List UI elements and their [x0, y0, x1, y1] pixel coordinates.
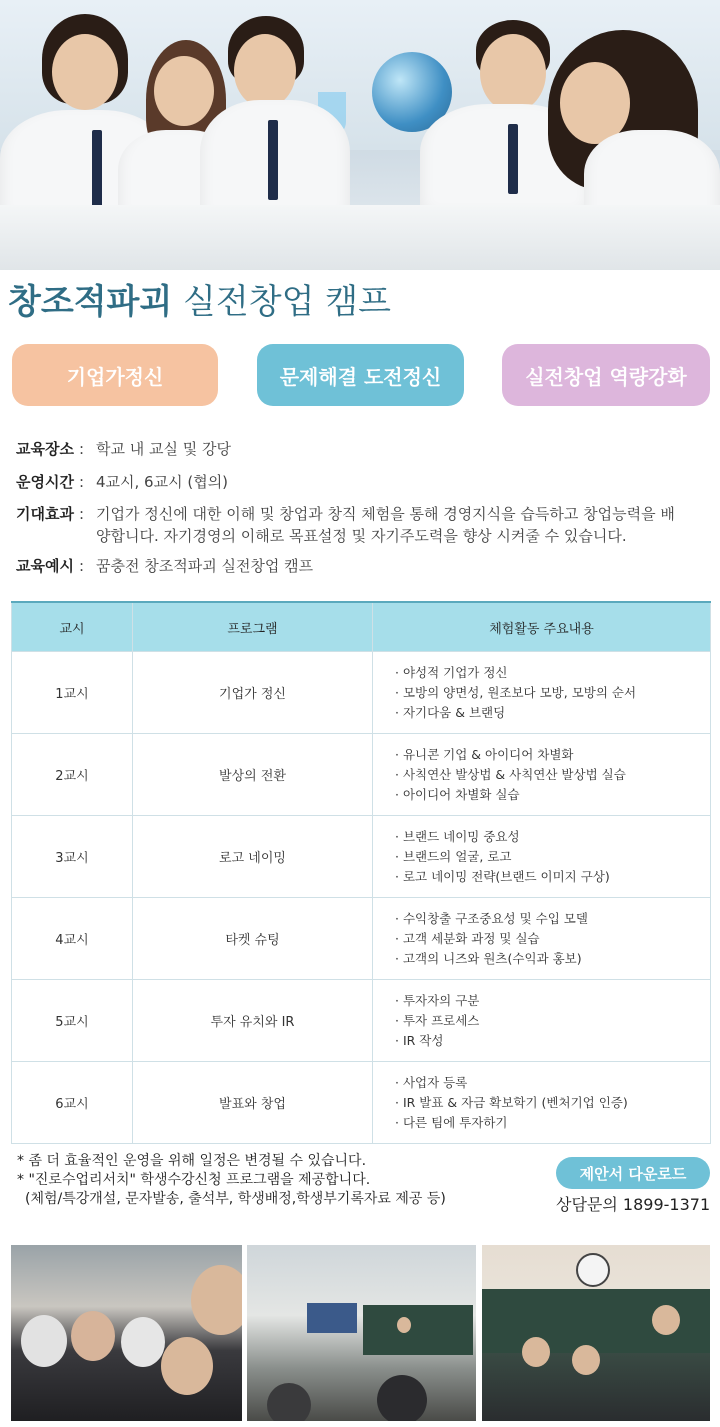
photo-board [363, 1305, 473, 1355]
page-title [8, 280, 391, 324]
photo-figure [576, 1253, 610, 1287]
pill-startup-capability: 실전창업 역량강화 [502, 344, 710, 406]
detail-item: · 고객 세분화 과정 및 실습 [395, 929, 709, 949]
cell-details [373, 1062, 711, 1144]
proposal-download-button[interactable]: 제안서 다운로드 [556, 1157, 710, 1189]
detail-item: · 투자자의 구분 [395, 991, 709, 1011]
table-row [12, 652, 711, 734]
photo-figure [572, 1345, 600, 1375]
cell-period: 4교시 [12, 898, 133, 980]
header-details: 체험활동 주요내용 [373, 602, 711, 652]
detail-item: · 투자 프로세스 [395, 1011, 709, 1031]
table-header-row [12, 602, 711, 652]
cell-period: 5교시 [12, 980, 133, 1062]
header-period: 교시 [12, 602, 133, 652]
table-row [12, 734, 711, 816]
photo-figure [21, 1315, 67, 1367]
photo-figure [377, 1375, 427, 1421]
cell-details [373, 980, 711, 1062]
cell-details [373, 652, 711, 734]
detail-item: · 브랜드 네이밍 중요성 [395, 827, 709, 847]
program-table [11, 601, 711, 1144]
class-photo-lecture [247, 1245, 476, 1421]
cell-period: 1교시 [12, 652, 133, 734]
student-head [480, 34, 546, 112]
detail-item: · 자기다움 & 브랜딩 [395, 703, 709, 723]
pill-entrepreneurship: 기업가정신 [12, 344, 218, 406]
info-colon: : [79, 505, 85, 523]
info-location [16, 438, 696, 460]
notes [17, 1152, 446, 1209]
detail-item: · 아이디어 차별화 실습 [395, 785, 709, 805]
photo-figure [71, 1311, 115, 1361]
page-title-strong: 창조적파괴 [8, 282, 173, 322]
cell-program: 발표와 창업 [133, 1062, 373, 1144]
detail-item: · 사칙연산 발상법 & 사칙연산 발상법 실습 [395, 765, 709, 785]
info-colon: : [79, 473, 85, 491]
student-tie [268, 120, 278, 200]
table-row [12, 1062, 711, 1144]
cell-program: 발상의 전환 [133, 734, 373, 816]
table-row [12, 980, 711, 1062]
cell-period: 2교시 [12, 734, 133, 816]
cell-details [373, 816, 711, 898]
info-value: 4교시, 6교시 (협의) [96, 473, 229, 491]
info-effect [16, 503, 696, 547]
class-photo-selfie [11, 1245, 242, 1421]
photo-figure [191, 1265, 242, 1335]
class-photo-presentation [482, 1245, 710, 1421]
info-colon: : [79, 440, 85, 458]
cell-period: 3교시 [12, 816, 133, 898]
student-head [234, 34, 296, 108]
detail-item: · 로고 네이밍 전략(브랜드 이미지 구상) [395, 867, 709, 887]
info-example [16, 555, 696, 577]
cell-program: 투자 유치와 IR [133, 980, 373, 1062]
cell-period: 6교시 [12, 1062, 133, 1144]
student-tie [508, 124, 518, 194]
detail-item: · IR 발표 & 자금 확보학기 (벤처기업 인증) [395, 1093, 709, 1113]
cell-details [373, 734, 711, 816]
photo-figure [652, 1305, 680, 1335]
note-program: * "진로수업리서치" 학생수강신청 프로그램을 제공합니다. [17, 1172, 371, 1188]
photo-figure [161, 1337, 213, 1395]
photo-screen [307, 1303, 357, 1333]
detail-item: · 사업자 등록 [395, 1073, 709, 1093]
cell-program: 로고 네이밍 [133, 816, 373, 898]
student-head [52, 34, 118, 110]
page-title-rest: 실전창업 캠프 [172, 282, 391, 322]
cell-program: 타켓 슈팅 [133, 898, 373, 980]
detail-item: · 유니콘 기업 & 아이디어 차별화 [395, 745, 709, 765]
photo-figure [522, 1337, 550, 1367]
detail-item: · 고객의 니즈와 원츠(수익과 홍보) [395, 949, 709, 969]
info-label: 기대효과 [16, 505, 74, 523]
student-head [154, 56, 214, 126]
info-hours [16, 471, 696, 493]
info-value: 학교 내 교실 및 강당 [96, 440, 231, 458]
table-row [12, 816, 711, 898]
contact-phone: 상담문의 1899-1371 [556, 1195, 711, 1214]
photo-figure [267, 1383, 311, 1421]
table-row [12, 898, 711, 980]
detail-item: · 다른 팀에 투자하기 [395, 1113, 709, 1133]
info-colon: : [79, 557, 85, 575]
detail-item: · 모방의 양면성, 원조보다 모방, 모방의 순서 [395, 683, 709, 703]
info-value: 기업가 정신에 대한 이해 및 창업과 창직 체험을 통해 경영지식을 습득하고 창업능력을 배양합니다. 자기경영의 이해로 목표설정 및 자기주도력을 향상 시켜줄 수 있습니다. [96, 505, 675, 545]
note-features: (체험/특강개설, 문자발송, 출석부, 학생배정,학생부기록자료 제공 등) [25, 1191, 446, 1207]
header-program: 프로그램 [133, 602, 373, 652]
pill-problem-solving: 문제해결 도전정신 [257, 344, 464, 406]
detail-item: · 브랜드의 얼굴, 로고 [395, 847, 709, 867]
photo-figure [397, 1317, 411, 1333]
info-label: 교육예시 [16, 557, 74, 575]
cell-program: 기업가 정신 [133, 652, 373, 734]
detail-item: · 야성적 기업가 정신 [395, 663, 709, 683]
cell-details [373, 898, 711, 980]
detail-item: · 수익창출 구조중요성 및 수입 모델 [395, 909, 709, 929]
info-label: 운영시간 [16, 473, 74, 491]
photo-figure [121, 1317, 165, 1367]
hero-photo [0, 0, 720, 270]
info-value: 꿈충전 창조적파괴 실전창업 캠프 [96, 557, 314, 575]
note-schedule: * 좀 더 효율적인 운영을 위해 일정은 변경될 수 있습니다. [17, 1153, 367, 1169]
info-label: 교육장소 [16, 440, 74, 458]
lab-bench [0, 205, 720, 270]
detail-item: · IR 작성 [395, 1031, 709, 1051]
